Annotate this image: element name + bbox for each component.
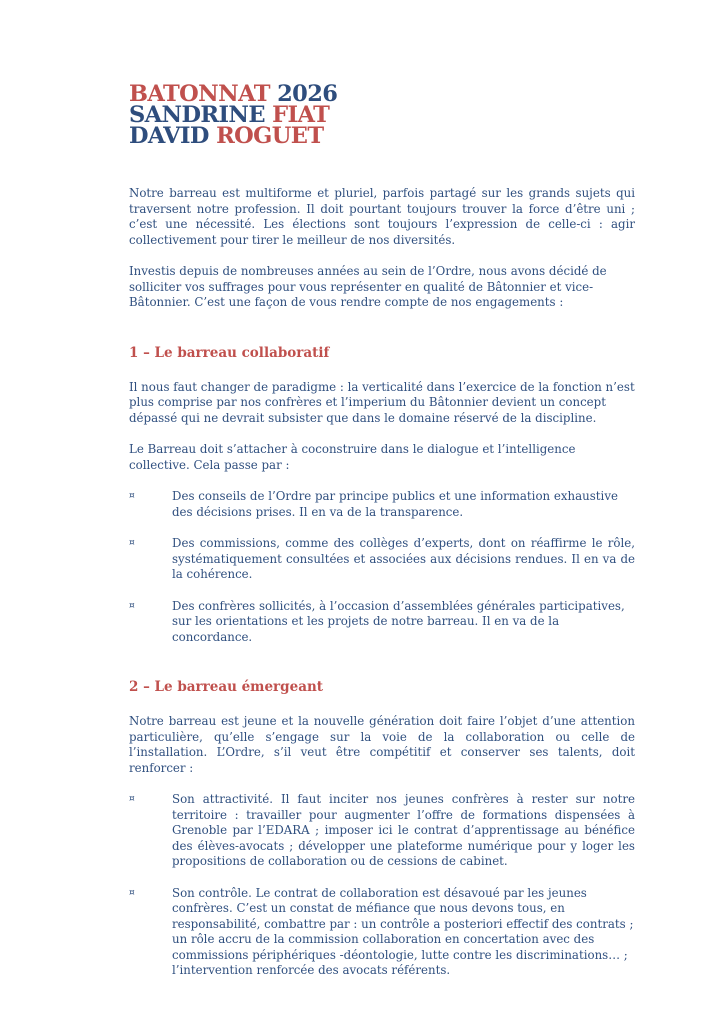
bullet-mark: ¤ <box>129 600 135 611</box>
section-1-paragraph-2: Le Barreau doit s’attacher à coconstruire dans le dialogue et l’intelligence collective. Cela passe par : <box>129 442 576 472</box>
masthead-first-name-2: DAVID <box>129 123 209 149</box>
list-item <box>129 599 635 646</box>
list-item <box>129 489 635 520</box>
section-2-paragraph-1: Notre barreau est jeune et la nouvelle génération doit faire l’objet d’une attention particulière, qu’elle s’engage sur la voie de la collaboration ou celle de l’installation. L’Ordre, s’il veut être compétitif et conserver ses talents, doit renforcer : <box>129 714 635 775</box>
section-2-bullet-list <box>129 792 635 979</box>
section-1-bullet-list <box>129 489 635 645</box>
masthead-last-name-2: ROGUET <box>216 123 324 149</box>
list-item <box>129 792 635 870</box>
list-item-text: Son contrôle. Le contrat de collaboration est désavoué par les jeunes confrères. C’est un constat de méfiance que nous devons tous, en responsabilité, combattre par : un contrôle a posteriori effectif des contrats ; un rôle accru de la commission collaboration en concertation avec des commissions périphériques -déontologie, lutte contre les discriminations… ; l’intervention renforcée des avocats référents. <box>172 885 634 977</box>
bullet-mark: ¤ <box>129 491 135 501</box>
list-item-text: Des commissions, comme des collèges d’experts, dont on réaffirme le rôle, systématiquement consultées et associées aux décisions rendues. Il en va de la cohérence. <box>172 536 635 581</box>
list-item-text: Son attractivité. Il faut inciter nos jeunes confrères à rester sur notre territoire : travailler pour augmenter l’offre de formations dispensées à Grenoble par l’EDARA ; imposer ici le contrat d’apprentissage au bénéfice des élèves-avocats ; développer une plateforme numérique pour y loger les propositions de collaboration ou de cessions de cabinet. <box>172 792 635 868</box>
masthead-first-name-1: SANDRINE <box>129 102 265 128</box>
bullet-mark: ¤ <box>129 794 135 804</box>
intro-paragraph-1: Notre barreau est multiforme et pluriel, parfois partagé sur les grands sujets qui traversent notre profession. Il doit pourtant toujours trouver la force d’être uni ; c’est une nécessité. Les élections sont toujours l’expression de celle-ci : agir collectivement pour tirer le meilleur de nos diversités. <box>129 186 635 247</box>
list-item <box>129 536 635 583</box>
masthead-title <box>129 81 338 149</box>
section-1-paragraph-1: Il nous faut changer de paradigme : la verticalité dans l’exercice de la fonction n’est plus comprise par nos confrères et l’imperium du Bâtonnier devient un concept dépassé qui ne devrait subsister que dans le domaine réservé de la discipline. <box>129 379 635 425</box>
masthead-last-name-1: FIAT <box>272 102 330 128</box>
masthead-batonnat: BATONNAT <box>129 81 270 107</box>
intro-paragraph-2: Investis depuis de nombreuses années au sein de l’Ordre, nous avons décidé de solliciter vos suffrages pour vous représenter en qualité de Bâtonnier et vice-Bâtonnier. C’est une façon de vous rendre compte de nos engagements : <box>129 264 607 309</box>
masthead-year: 2026 <box>277 81 338 107</box>
section-1-heading: 1 – Le barreau collaboratif <box>129 344 330 361</box>
document-body <box>129 186 635 995</box>
list-item-text: Des confrères sollicités, à l’occasion d’assemblées générales participatives, sur les orientations et les projets de notre barreau. Il en va de la concordance. <box>172 598 625 644</box>
list-item <box>129 886 635 979</box>
list-item-text: Des conseils de l’Ordre par principe publics et une information exhaustive des décisions prises. Il en va de la transparence. <box>172 489 618 519</box>
bullet-mark: ¤ <box>129 887 135 898</box>
masthead-line-3 <box>129 123 337 149</box>
section-2-heading: 2 – Le barreau émergeant <box>129 679 323 695</box>
bullet-mark: ¤ <box>129 538 135 548</box>
